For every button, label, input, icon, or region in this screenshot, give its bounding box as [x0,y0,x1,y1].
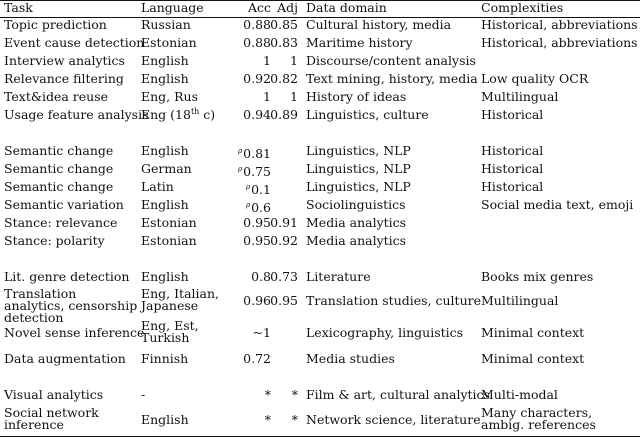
complexities-cell: Historical [481,161,544,176]
complexities-cell: Social media text, emoji [481,197,634,212]
domain-cell: Network science, literature [306,412,481,427]
task-cell: Text&idea reuse [4,89,109,104]
domain-cell: Text mining, history, media [306,71,478,86]
rho-marker: ρ [245,201,251,209]
task-cell: Data augmentation [4,351,126,366]
rho-marker: ρ [238,147,243,155]
acc-cell: 0.88 [243,35,271,50]
header-acc: Acc [247,0,271,15]
complexities-cell: Historical [481,179,544,194]
task-cell: Event cause detection [4,35,145,50]
domain-cell: Linguistics, NLP [306,143,411,158]
acc-value: 0.6 [251,200,271,215]
language-cell: English [141,71,189,86]
task-cell: Translation analytics, censorship detection [4,286,138,325]
complexities-cell: Low quality OCR [481,71,589,86]
complexities-cell: Multilingual [481,293,559,308]
domain-cell: Discourse/content analysis [306,53,476,68]
complexities-cell: Historical [481,107,544,122]
domain-cell: Maritime history [306,35,413,50]
adj-cell: 0.89 [270,107,298,122]
task-cell: Stance: relevance [4,215,118,230]
task-cell: Relevance filtering [4,71,124,86]
language-cell: English [141,197,189,212]
language-cell: Estonian [141,233,197,248]
domain-cell: Literature [306,269,371,284]
complexities-cell: Historical, abbreviations [481,35,638,50]
century-superscript: th [190,106,200,116]
acc-cell: 0.95 [243,215,271,230]
task-cell: Topic prediction [4,17,107,32]
complexities-cell: Minimal context [481,325,585,340]
language-cell: Estonian [141,35,197,50]
adj-cell: 0.82 [270,71,298,86]
language-text: Eng (18 [141,107,191,122]
task-cell: Lit. genre detection [4,269,130,284]
language-cell: Eng, Est, Turkish [141,318,199,345]
complexities-cell: Multi-modal [481,387,558,402]
acc-value: 0.1 [251,182,271,197]
language-cell: Russian [141,17,191,32]
language-cell: English [141,269,189,284]
language-cell: German [141,161,192,176]
language-cell: - [141,387,146,402]
acc-cell: 0.88 [243,17,271,32]
complexities-cell: Historical [481,143,544,158]
adj-cell: 1 [290,89,298,104]
domain-cell: Media analytics [306,233,407,248]
domain-cell: History of ideas [306,89,407,104]
header-task: Task [4,0,33,15]
domain-cell: Linguistics, culture [306,107,429,122]
domain-cell: Linguistics, NLP [306,179,411,194]
domain-cell: Media analytics [306,215,407,230]
task-cell: Stance: polarity [4,233,105,248]
task-cell: Semantic variation [4,197,124,212]
header-adj: Adj [277,0,298,15]
domain-cell: Media studies [306,351,395,366]
acc-cell: 0.72 [243,351,271,366]
acc-cell [228,180,271,197]
acc-cell: ~1 [252,325,271,340]
adj-cell: 1 [290,53,298,68]
task-cell: Semantic change [4,143,114,158]
adj-cell: 0.83 [270,35,298,50]
acc-cell: 0.92 [243,71,271,86]
task-cell: Social network inference [4,405,99,432]
acc-cell [228,162,271,179]
acc-cell: * [264,387,271,402]
acc-cell: 0.8 [251,269,271,284]
task-cell: Visual analytics [4,387,104,402]
language-cell: Eng, Rus [141,89,199,104]
header-language: Language [141,0,204,15]
acc-cell: 1 [263,53,271,68]
rho-marker: ρ [238,165,243,173]
task-cell: Novel sense inference [4,325,145,340]
language-cell: Eng, Italian, Japanese [141,286,220,313]
language-cell: Estonian [141,215,197,230]
complexities-cell: Minimal context [481,351,585,366]
language-suffix: c) [199,107,216,122]
acc-cell: 0.95 [243,233,271,248]
domain-cell: Translation studies, culture [306,293,481,308]
language-cell: English [141,53,189,68]
task-cell: Interview analytics [4,53,125,68]
acc-cell: 0.96 [243,293,271,308]
header-complexities: Complexities [481,0,564,15]
acc-value: 0.75 [243,164,271,179]
task-cell: Semantic change [4,179,114,194]
language-cell [141,108,231,122]
task-cell: Semantic change [4,161,114,176]
acc-cell [228,144,271,161]
domain-cell: Sociolinguistics [306,197,406,212]
domain-cell: Lexicography, linguistics [306,325,464,340]
language-cell: English [141,412,189,427]
adj-cell: 0.85 [270,17,298,32]
adj-cell: 0.95 [270,293,298,308]
complexities-cell: Multilingual [481,89,559,104]
language-cell: Latin [141,179,174,194]
adj-cell: * [291,412,298,427]
adj-cell: 0.91 [270,215,298,230]
acc-cell [228,198,271,215]
domain-cell: Linguistics, NLP [306,161,411,176]
domain-cell: Cultural history, media [306,17,452,32]
complexities-cell: Books mix genres [481,269,594,284]
domain-cell: Film & art, cultural analytics [306,387,490,402]
header-domain: Data domain [306,0,387,15]
language-cell: English [141,143,189,158]
bottom-rule [0,436,640,437]
task-cell: Usage feature analysis [4,107,149,122]
adj-cell: * [291,387,298,402]
adj-cell: 0.73 [270,269,298,284]
adj-cell: 0.92 [270,233,298,248]
acc-cell: 0.94 [243,107,271,122]
acc-cell: * [264,412,271,427]
acc-value: 0.81 [243,146,271,161]
complexities-cell: Historical, abbreviations [481,17,638,32]
acc-cell: 1 [263,89,271,104]
complexities-cell: Many characters, ambig. references [481,405,596,432]
rho-marker: ρ [245,183,251,191]
language-cell: Finnish [141,351,189,366]
